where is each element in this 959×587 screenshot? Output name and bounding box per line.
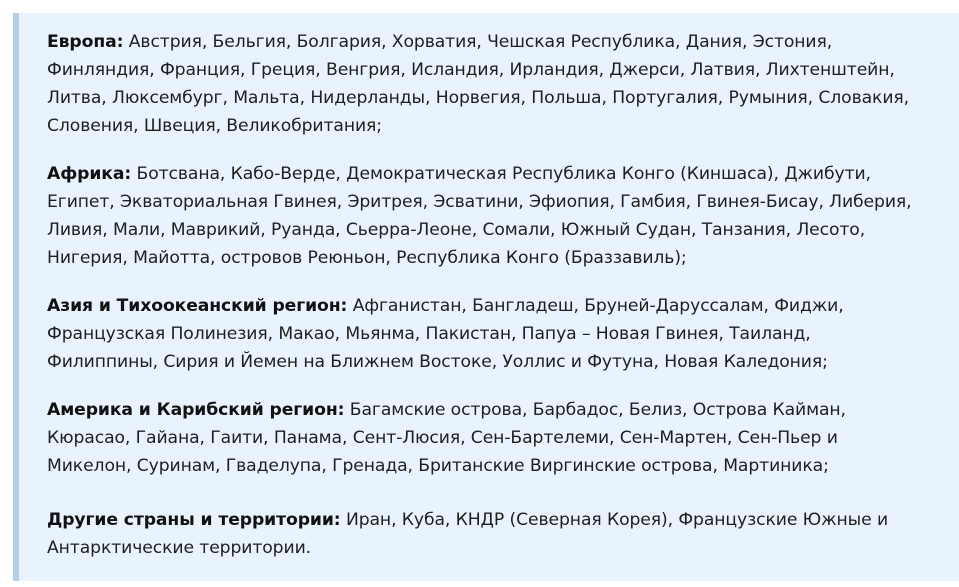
region-africa (47, 160, 927, 272)
region-title: Другие страны и территории: (47, 510, 341, 530)
region-other (47, 506, 927, 562)
restricted-regions-callout (13, 13, 959, 581)
region-countries: Иран, Куба, КНДР (Северная Корея), Французские Южные и Антарктические территории. (47, 510, 889, 558)
region-countries: Ботсвана, Кабо-Верде, Демократическая Республика Конго (Киншаса), Джибути, Египет, Экваториальная Гвинея, Эритрея, Эсватини, Эфиопия, Гамбия, Гвинея-Бисау, Либерия, Ливия, Мали, Маврикий, Руанда, Сьерра-Леоне, Сомали, Южный Судан, Танзания, Лесото, Нигерия, Майотта, островов Реюньон, Республика Конго (Браззавиль); (47, 164, 912, 268)
region-countries: Афганистан, Бангладеш, Бруней-Даруссалам, Фиджи, Французская Полинезия, Макао, Мьянма, Пакистан, Папуа – Новая Гвинея, Таиланд, Филиппины, Сирия и Йемен на Ближнем Востоке, Уоллис и Футуна, Новая Каледония; (47, 296, 844, 372)
region-asia-pacific (47, 292, 927, 376)
region-title: Америка и Карибский регион: (47, 400, 345, 420)
region-americas-caribbean (47, 396, 927, 480)
region-europe (47, 28, 927, 140)
region-title: Азия и Тихоокеанский регион: (47, 296, 348, 316)
region-title: Африка: (47, 164, 132, 184)
region-countries: Багамские острова, Барбадос, Белиз, Острова Кайман, Кюрасао, Гайана, Гаити, Панама, Сент-Люсия, Сен-Бартелеми, Сен-Мартен, Сен-Пьер и Микелон, Суринам, Гваделупа, Гренада, Британские Виргинские острова, Мартиника; (47, 400, 846, 476)
region-countries: Австрия, Бельгия, Болгария, Хорватия, Чешская Республика, Дания, Эстония, Финляндия, Франция, Греция, Венгрия, Исландия, Ирландия, Джерси, Латвия, Лихтенштейн, Литва, Люксембург, Мальта, Нидерланды, Норвегия, Польша, Португалия, Румыния, Словакия, Словения, Швеция, Великобритания; (47, 32, 909, 136)
region-title: Европа: (47, 32, 124, 52)
